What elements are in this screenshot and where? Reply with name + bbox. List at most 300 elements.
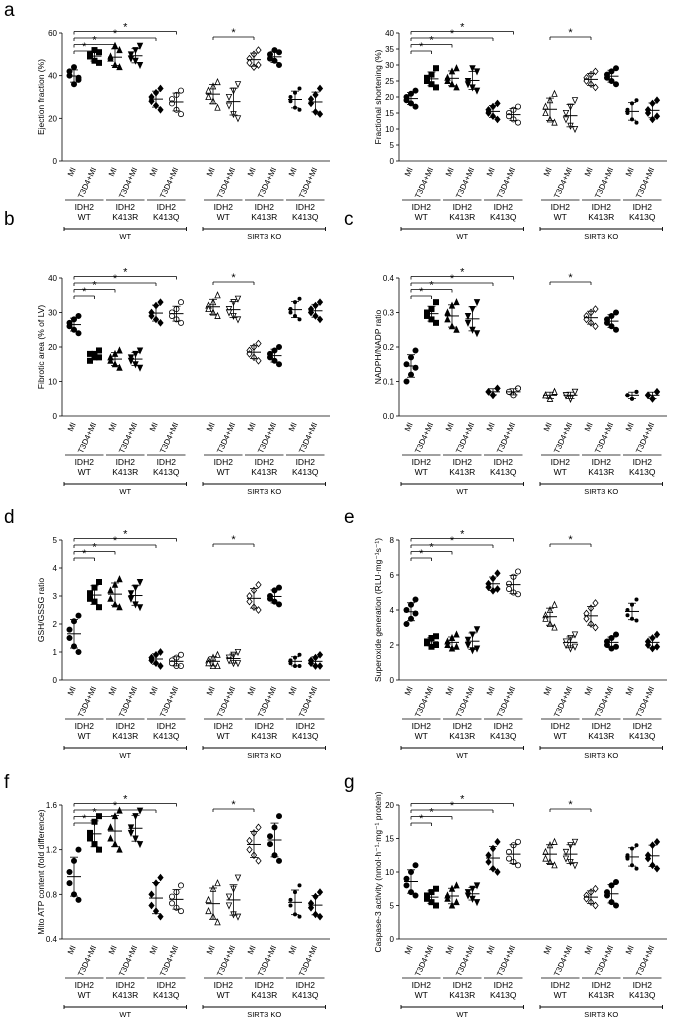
- group-label-line2: K413Q: [153, 990, 180, 1000]
- data-point: [486, 852, 491, 858]
- data-point: [76, 613, 81, 618]
- x-tick-label: T3D4+MI: [215, 166, 238, 200]
- data-point: [128, 596, 133, 602]
- data-point: [87, 596, 92, 601]
- significance-star: *: [231, 799, 236, 811]
- x-tick-label: MI: [402, 685, 415, 697]
- chart-f-mito-atp: [0, 772, 336, 1026]
- significance-star: *: [123, 21, 128, 34]
- data-point: [552, 91, 557, 97]
- y-tick-label: 25: [385, 77, 394, 86]
- x-tick-label: MI: [286, 685, 299, 697]
- data-point: [563, 856, 568, 862]
- data-point: [572, 98, 577, 104]
- x-tick-label: T3D4+MI: [634, 944, 657, 978]
- data-point: [506, 586, 511, 591]
- data-point: [465, 642, 470, 648]
- data-point: [317, 85, 322, 91]
- data-point: [626, 614, 629, 617]
- data-point: [298, 915, 301, 918]
- data-point: [67, 869, 72, 874]
- data-point: [506, 856, 511, 861]
- x-tick-label: T3D4+MI: [454, 685, 477, 719]
- x-tick-label: T3D4+MI: [215, 685, 238, 719]
- x-tick-label: T3D4+MI: [117, 421, 140, 455]
- data-point: [289, 898, 292, 901]
- data-point: [543, 104, 548, 110]
- y-tick-label: 20: [385, 801, 394, 810]
- x-tick-label: T3D4+MI: [117, 685, 140, 719]
- data-point: [465, 320, 470, 326]
- x-tick-label: T3D4+MI: [297, 685, 320, 719]
- x-tick-label: T3D4+MI: [158, 421, 181, 455]
- data-point: [572, 126, 577, 132]
- x-tick-label: MI: [204, 685, 217, 697]
- data-point: [495, 839, 500, 845]
- y-tick-label: 40: [385, 29, 394, 38]
- x-tick-label: T3D4+MI: [76, 166, 99, 200]
- x-tick-label: T3D4+MI: [215, 421, 238, 455]
- y-tick-label: 1.2: [45, 845, 57, 855]
- group-label-line1: IDH2: [74, 457, 94, 467]
- data-point: [276, 62, 281, 67]
- group-label-line2: K413Q: [629, 467, 656, 477]
- y-tick-label: 10: [48, 377, 57, 387]
- data-point: [206, 908, 211, 914]
- data-point: [158, 320, 163, 326]
- x-tick-label: MI: [541, 421, 554, 433]
- data-point: [67, 635, 72, 640]
- data-point: [206, 94, 211, 100]
- group-label-line1: IDH2: [213, 202, 233, 212]
- significance-star: *: [460, 266, 465, 279]
- y-tick-label: 15: [385, 109, 394, 118]
- x-tick-label: T3D4+MI: [413, 166, 436, 200]
- x-tick-label: T3D4+MI: [454, 166, 477, 200]
- data-point: [445, 309, 450, 315]
- data-point: [474, 300, 479, 306]
- x-tick-label: T3D4+MI: [413, 421, 436, 455]
- significance-star: *: [449, 535, 455, 547]
- significance-star: *: [429, 34, 434, 47]
- significance-star: *: [231, 534, 236, 546]
- data-point: [635, 598, 638, 601]
- group-label-line2: K413Q: [629, 731, 656, 741]
- y-tick-label: 20: [48, 114, 57, 124]
- group-label-line2: K413R: [588, 212, 615, 222]
- group-label-line2: K413Q: [153, 731, 180, 741]
- group-label-line1: IDH2: [591, 202, 611, 212]
- group-label-line1: IDH2: [550, 980, 570, 990]
- data-point: [215, 880, 220, 886]
- group-label-line1: IDH2: [254, 457, 274, 467]
- data-point: [298, 297, 301, 300]
- data-point: [247, 846, 252, 852]
- data-point: [626, 854, 629, 857]
- data-point: [289, 95, 292, 98]
- data-point: [413, 597, 418, 602]
- group-label-line1: IDH2: [632, 457, 652, 467]
- group-label-line1: IDH2: [115, 202, 135, 212]
- panel-letter-b: b: [4, 209, 15, 230]
- group-label-line2: K413R: [112, 467, 139, 477]
- x-tick-label: MI: [582, 944, 595, 956]
- data-point: [256, 824, 261, 830]
- group-label-line1: IDH2: [156, 457, 176, 467]
- group-label-line1: IDH2: [213, 980, 233, 990]
- group-label-line1: IDH2: [550, 457, 570, 467]
- x-tick-label: T3D4+MI: [634, 685, 657, 719]
- chart-a-fractional-shortening: [337, 0, 673, 245]
- x-tick-label: T3D4+MI: [256, 944, 279, 978]
- x-tick-label: T3D4+MI: [593, 166, 616, 200]
- group-label-line1: IDH2: [254, 721, 274, 731]
- genotype-label: SIRT3 KO: [584, 232, 619, 241]
- group-label-line1: IDH2: [452, 457, 472, 467]
- x-tick-label: T3D4+MI: [552, 166, 575, 200]
- data-point: [169, 901, 174, 906]
- group-label-line2: K413Q: [292, 467, 319, 477]
- data-point: [584, 616, 589, 622]
- group-label-line1: IDH2: [493, 980, 513, 990]
- group-label-line2: K413R: [251, 990, 278, 1000]
- significance-star: *: [419, 286, 424, 298]
- data-point: [137, 841, 142, 847]
- y-tick-label: 0: [52, 412, 57, 421]
- y-tick-label: 0.4: [382, 274, 394, 283]
- data-point: [404, 621, 409, 626]
- data-point: [276, 814, 281, 819]
- group-label-line2: WT: [553, 212, 567, 222]
- x-tick-label: MI: [443, 421, 456, 433]
- data-point: [454, 882, 459, 888]
- data-point: [454, 631, 459, 637]
- data-point: [465, 313, 470, 319]
- data-point: [76, 847, 81, 852]
- y-tick-label: 5: [52, 536, 57, 545]
- data-point: [137, 808, 142, 814]
- group-label-line2: K413Q: [629, 990, 656, 1000]
- x-tick-label: T3D4+MI: [256, 166, 279, 200]
- group-label-line1: IDH2: [295, 721, 315, 731]
- x-tick-label: T3D4+MI: [552, 944, 575, 978]
- data-point: [76, 897, 81, 902]
- x-tick-label: T3D4+MI: [117, 944, 140, 978]
- data-point: [158, 663, 163, 669]
- genotype-label: SIRT3 KO: [247, 751, 282, 760]
- x-tick-label: T3D4+MI: [593, 944, 616, 978]
- data-point: [604, 642, 609, 647]
- data-point: [298, 318, 301, 321]
- group-label-line2: WT: [414, 467, 428, 477]
- x-tick-label: MI: [106, 944, 119, 956]
- data-point: [289, 100, 292, 103]
- group-label-line1: IDH2: [591, 980, 611, 990]
- x-tick-label: MI: [623, 944, 636, 956]
- data-point: [267, 841, 272, 846]
- data-point: [158, 107, 163, 113]
- genotype-label: SIRT3 KO: [247, 487, 282, 496]
- data-point: [256, 858, 261, 864]
- y-tick-label: 4: [389, 606, 394, 615]
- data-point: [413, 893, 418, 898]
- significance-star: *: [231, 27, 236, 39]
- x-tick-label: MI: [204, 166, 217, 178]
- data-point: [108, 824, 113, 830]
- data-point: [256, 47, 261, 53]
- significance-star: *: [419, 813, 424, 825]
- x-tick-label: T3D4+MI: [117, 166, 140, 200]
- genotype-label: SIRT3 KO: [247, 1010, 282, 1019]
- group-label-line2: K413Q: [490, 731, 517, 741]
- x-tick-label: MI: [541, 944, 554, 956]
- data-point: [247, 838, 252, 844]
- genotype-label: SIRT3 KO: [247, 232, 282, 241]
- genotype-label: WT: [119, 1010, 132, 1019]
- significance-star: *: [460, 793, 465, 806]
- data-point: [226, 103, 231, 109]
- significance-star: *: [123, 793, 128, 806]
- x-tick-label: MI: [402, 166, 415, 178]
- data-point: [298, 108, 301, 111]
- group-label-line2: WT: [216, 990, 230, 1000]
- y-tick-label: 3: [52, 592, 57, 601]
- genotype-label: WT: [456, 751, 469, 760]
- genotype-label: WT: [119, 751, 132, 760]
- chart-e-superoxide: [337, 507, 673, 772]
- y-axis-label: Fibrotic area (% of LV): [36, 304, 46, 390]
- panel-letter-f: f: [4, 772, 10, 793]
- group-label-line1: IDH2: [632, 721, 652, 731]
- group-label-line1: IDH2: [452, 980, 472, 990]
- significance-star: *: [419, 41, 424, 53]
- data-point: [626, 857, 629, 860]
- group-label-line2: K413R: [251, 212, 278, 222]
- data-point: [465, 637, 470, 643]
- data-point: [543, 110, 548, 116]
- group-label-line2: WT: [77, 990, 91, 1000]
- data-point: [454, 299, 459, 305]
- x-tick-label: MI: [286, 166, 299, 178]
- y-tick-label: 4: [52, 564, 57, 573]
- y-axis-label: Fractional shortening (%): [373, 49, 383, 145]
- y-tick-label: 15: [385, 834, 394, 844]
- x-tick-label: T3D4+MI: [256, 421, 279, 455]
- significance-star: *: [82, 41, 87, 53]
- x-tick-label: MI: [106, 685, 119, 697]
- y-axis-label: Mito ATP content (fold difference): [36, 809, 46, 935]
- significance-star: *: [449, 28, 455, 40]
- data-point: [289, 662, 292, 665]
- chart-c-nadph-ratio: [337, 245, 673, 507]
- data-point: [515, 839, 520, 844]
- group-label-line2: WT: [77, 731, 91, 741]
- group-label-line1: IDH2: [411, 457, 431, 467]
- group-label-line1: IDH2: [295, 980, 315, 990]
- group-label-line1: IDH2: [493, 457, 513, 467]
- data-point: [267, 834, 272, 839]
- data-point: [486, 859, 491, 865]
- genotype-label: WT: [456, 1010, 469, 1019]
- panel-letter-a: a: [4, 0, 15, 21]
- x-tick-label: MI: [623, 685, 636, 697]
- group-label-line2: K413R: [449, 212, 476, 222]
- data-point: [235, 875, 240, 881]
- group-label-line2: WT: [414, 731, 428, 741]
- y-tick-label: 40: [48, 274, 57, 283]
- data-point: [149, 891, 154, 897]
- group-label-line2: WT: [216, 467, 230, 477]
- y-tick-label: 6: [389, 571, 394, 580]
- x-tick-label: MI: [286, 421, 299, 433]
- data-point: [67, 881, 72, 886]
- data-point: [635, 867, 638, 870]
- group-label-line1: IDH2: [550, 202, 570, 212]
- group-label-line1: IDH2: [411, 980, 431, 990]
- data-point: [235, 116, 240, 122]
- panel-letter-c: c: [344, 209, 354, 230]
- group-label-line2: WT: [414, 212, 428, 222]
- data-point: [226, 894, 231, 900]
- significance-star: *: [92, 279, 97, 292]
- x-tick-label: T3D4+MI: [552, 421, 575, 455]
- data-point: [593, 600, 598, 606]
- data-point: [433, 642, 438, 647]
- data-point: [413, 348, 418, 353]
- data-point: [474, 627, 479, 633]
- data-point: [158, 299, 163, 305]
- x-tick-label: T3D4+MI: [454, 421, 477, 455]
- x-tick-label: T3D4+MI: [413, 944, 436, 978]
- data-point: [235, 82, 240, 88]
- group-label-line1: IDH2: [493, 721, 513, 731]
- data-point: [404, 379, 409, 384]
- data-point: [308, 100, 313, 106]
- data-point: [178, 88, 183, 93]
- data-point: [206, 897, 211, 903]
- group-label-line1: IDH2: [156, 980, 176, 990]
- significance-star: *: [449, 800, 455, 812]
- data-point: [445, 316, 450, 322]
- y-axis-label: NADPH/NADP ratio: [373, 309, 383, 385]
- y-tick-label: 20: [385, 93, 394, 102]
- group-label-line2: WT: [77, 467, 91, 477]
- group-label-line1: IDH2: [411, 721, 431, 731]
- data-point: [96, 579, 101, 584]
- data-point: [613, 903, 618, 908]
- data-point: [654, 839, 659, 845]
- group-label-line2: WT: [553, 467, 567, 477]
- group-label-line2: K413Q: [292, 990, 319, 1000]
- data-point: [298, 653, 301, 656]
- group-label-line2: K413R: [112, 990, 139, 1000]
- y-axis-label: GSH/GSSG ratio: [36, 577, 46, 643]
- data-point: [298, 87, 301, 90]
- data-point: [169, 894, 174, 899]
- significance-star: *: [568, 534, 573, 546]
- x-tick-label: MI: [245, 685, 258, 697]
- significance-star: *: [568, 27, 573, 39]
- data-point: [515, 592, 520, 597]
- significance-star: *: [568, 799, 573, 811]
- y-tick-label: 0: [389, 676, 394, 685]
- group-label-line2: K413R: [588, 990, 615, 1000]
- x-tick-label: T3D4+MI: [593, 421, 616, 455]
- data-point: [317, 889, 322, 895]
- data-point: [178, 300, 183, 305]
- x-tick-label: T3D4+MI: [634, 166, 657, 200]
- y-tick-label: 20: [48, 343, 57, 352]
- x-tick-label: MI: [245, 944, 258, 956]
- significance-star: *: [112, 800, 118, 812]
- significance-star: *: [231, 272, 236, 284]
- data-point: [215, 292, 220, 298]
- x-tick-label: MI: [541, 166, 554, 178]
- chart-b-fibrotic-area: [0, 245, 336, 507]
- data-point: [515, 569, 520, 574]
- significance-star: *: [123, 528, 128, 541]
- x-tick-label: MI: [65, 944, 78, 956]
- significance-star: *: [92, 34, 97, 47]
- chart-d-gsh-gssg: [0, 507, 336, 772]
- data-point: [267, 52, 272, 57]
- y-tick-label: 40: [48, 71, 57, 81]
- data-point: [267, 596, 272, 601]
- x-tick-label: T3D4+MI: [297, 421, 320, 455]
- data-point: [117, 847, 122, 853]
- x-tick-label: MI: [147, 685, 160, 697]
- group-label-line2: K413R: [449, 731, 476, 741]
- group-label-line1: IDH2: [74, 721, 94, 731]
- significance-star: *: [460, 21, 465, 34]
- y-tick-label: 2: [52, 620, 57, 629]
- x-tick-label: MI: [65, 421, 78, 433]
- data-point: [433, 66, 438, 71]
- data-point: [137, 62, 142, 68]
- panel-letter-e: e: [344, 507, 355, 528]
- group-label-line2: K413R: [588, 467, 615, 477]
- data-point: [158, 913, 163, 919]
- y-tick-label: 30: [385, 61, 394, 70]
- panel-letter-g: g: [344, 772, 355, 793]
- group-label-line2: K413Q: [490, 990, 517, 1000]
- group-label-line2: K413Q: [153, 467, 180, 477]
- group-label-line1: IDH2: [213, 457, 233, 467]
- significance-star: *: [429, 806, 434, 819]
- data-point: [654, 97, 659, 103]
- data-point: [67, 627, 72, 632]
- group-label-line2: WT: [553, 731, 567, 741]
- group-label-line2: K413Q: [490, 212, 517, 222]
- x-tick-label: MI: [541, 685, 554, 697]
- group-label-line1: IDH2: [156, 721, 176, 731]
- x-tick-label: MI: [443, 685, 456, 697]
- significance-star: *: [112, 28, 118, 40]
- y-tick-label: 1: [52, 648, 57, 657]
- x-tick-label: T3D4+MI: [215, 944, 238, 978]
- x-tick-label: T3D4+MI: [158, 166, 181, 200]
- data-point: [108, 596, 113, 602]
- significance-star: *: [568, 272, 573, 284]
- y-axis-label: Caspase-3 activity (nmol·h⁻¹·mg⁻¹ protein): [373, 791, 383, 953]
- group-label-line1: IDH2: [115, 980, 135, 990]
- data-point: [76, 649, 81, 654]
- x-tick-label: MI: [106, 421, 119, 433]
- panel-letter-d: d: [4, 507, 15, 528]
- x-tick-label: T3D4+MI: [256, 685, 279, 719]
- data-point: [474, 646, 479, 652]
- group-label-line1: IDH2: [115, 721, 135, 731]
